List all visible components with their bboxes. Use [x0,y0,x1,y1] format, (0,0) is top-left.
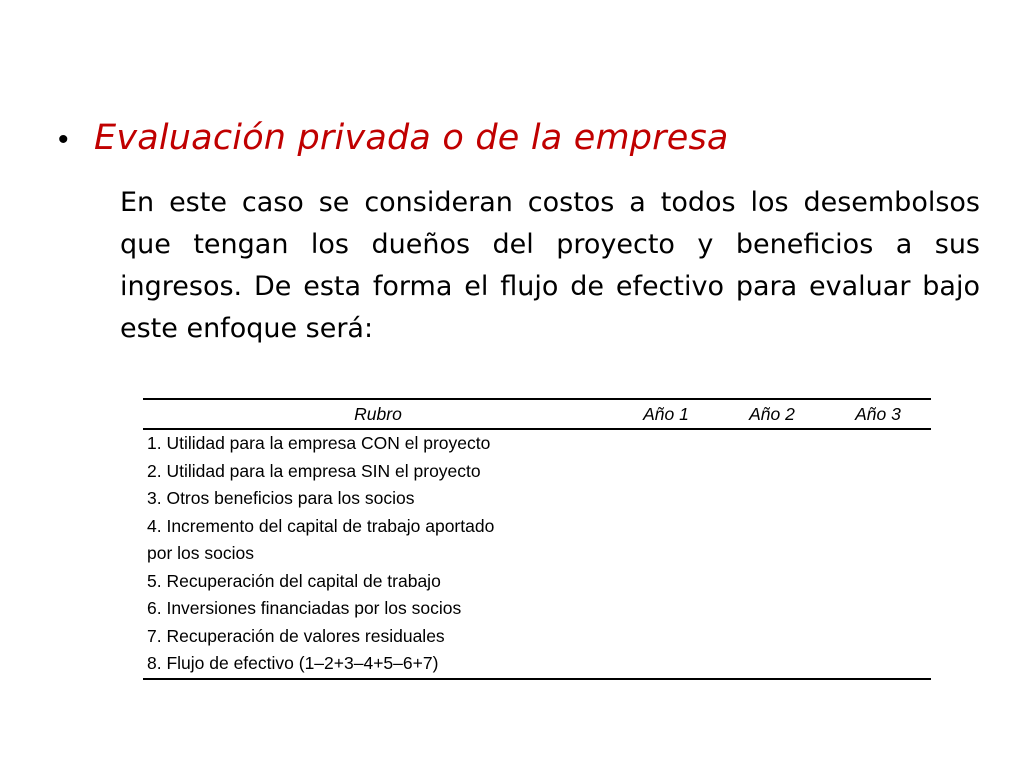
year-1-cell [613,623,719,651]
year-3-cell [825,513,931,541]
year-3-cell [825,623,931,651]
table-header-row [143,399,931,429]
year-2-cell [719,458,825,486]
year-2-cell [719,540,825,568]
table-row [143,540,931,568]
year-3-cell [825,458,931,486]
slide-heading: Evaluación privada o de la empresa [94,118,729,158]
row-label: 1. Utilidad para la empresa CON el proyecto [147,433,491,454]
table-row [143,513,931,541]
year-2-cell [719,650,825,679]
year-3-cell [825,568,931,596]
year-2-cell [719,623,825,651]
year-1-cell [613,513,719,541]
row-label: 5. Recuperación del capital de trabajo [147,570,441,591]
year-2-cell [719,513,825,541]
year-1-cell [613,650,719,679]
row-label: 4. Incremento del capital de trabajo aportado [147,515,495,536]
bullet-icon: • [58,123,69,156]
year-1-cell [613,458,719,486]
year-3-cell [825,485,931,513]
row-label: 2. Utilidad para la empresa SIN el proyecto [147,460,481,481]
slide-paragraph: En este caso se consideran costos a todos los desembolsos que tengan los dueños del proyecto y beneficios a sus ingresos. De esta forma el flujo de efectivo para evaluar bajo este enfoque será: [120,187,980,344]
year-1-cell [613,568,719,596]
year-3-cell [825,595,931,623]
row-label: 8. Flujo de efectivo (1–2+3–4+5–6+7) [143,650,613,679]
header-year-2: Año 2 [719,399,825,429]
year-1-cell [613,595,719,623]
header-rubro: Rubro [143,399,613,429]
year-3-cell [825,650,931,679]
row-label: por los socios [147,543,254,564]
year-1-cell [613,540,719,568]
table-row [143,650,931,679]
year-3-cell [825,540,931,568]
table-row [143,429,931,458]
year-3-cell [825,429,931,458]
year-1-cell [613,485,719,513]
year-1-cell [613,429,719,458]
cash-flow-table-container [143,398,931,680]
table-row [143,623,931,651]
heading-line [58,118,729,158]
header-year-3: Año 3 [825,399,931,429]
cash-flow-table [143,398,931,680]
year-2-cell [719,429,825,458]
table-row [143,458,931,486]
year-2-cell [719,485,825,513]
year-2-cell [719,595,825,623]
year-2-cell [719,568,825,596]
header-year-1: Año 1 [613,399,719,429]
row-label: 7. Recuperación de valores residuales [147,625,445,646]
table-row [143,568,931,596]
row-label: 3. Otros beneficios para los socios [147,488,415,509]
table-row [143,595,931,623]
table-row [143,485,931,513]
row-label: 6. Inversiones financiadas por los socios [147,598,462,619]
